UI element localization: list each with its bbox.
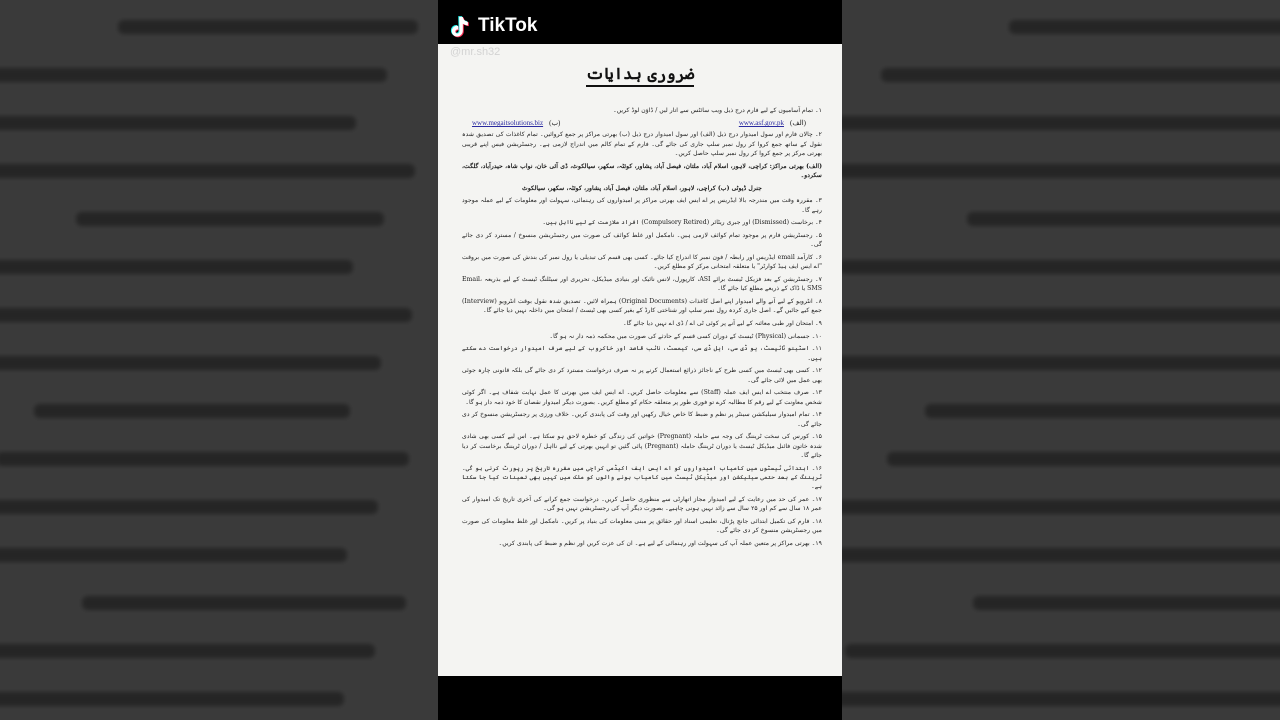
instruction-paragraph: ۲۔ چالان فارم اور سول امیدوار درج ذیل (الف) اور سول امیدوار درج ذیل (ب) بھرتی مراکز پر جمع کروائیں۔ تمام کاغذات کی تصدیق شدہ نقول کے ساتھ جمع کروا کر رول نمبر سلپ جاری کی جائے گی۔ فارم کے تمام کالم میں اندراج لازمی ہے۔ رجسٹریشن فیس اپنے قریبی بھرتی مرکز پر جمع کروا کر رول نمبر سلپ حاصل کریں۔ <box>462 131 822 158</box>
dim-overlay <box>842 0 1280 720</box>
instruction-paragraph: ۱۵۔ کورس کی سخت ٹریننگ کی وجہ سے حاملہ (Pregnant) خواتین کی زندگی کو خطرہ لاحق ہو سکتا ہے۔ اس لیے کسی بھی شادی شدہ خاتون فائنل میڈیکل ٹیسٹ یا دوران ٹریننگ حاملہ (Pregnant) پائی گئیں تو انہیں بھرتی کے لیے نااہل / دوران ٹریننگ برخاست کر دیا جائے گا۔ <box>462 433 822 459</box>
instruction-paragraph: ۱۹۔ بھرتی مراکز پر متعین عملہ آپ کی سہولت اور رہنمائی کے لیے ہے۔ ان کی عزت کریں اور نظم و ضبط کی پابندی کریں۔ <box>498 540 822 547</box>
instruction-paragraph: ۱۴۔ تمام امیدوار سیلیکشن سینٹر پر نظم و ضبط کا خاص خیال رکھیں اور وقت کی پابندی کریں۔ خلاف ورزی پر رجسٹریشن منسوخ کر دی جائے گی۔ <box>462 411 822 428</box>
document-title-text: ضروری ہدایات <box>586 64 695 87</box>
tiktok-logo-icon <box>450 14 472 38</box>
document-page <box>438 44 842 676</box>
instruction-paragraph: ۱۶۔ ابتدائی ٹیسٹوں میں کامیاب امیدواروں کو اے ایس ایف اکیڈمی کراچی میں مقررہ تاریخ پر رپورٹ کرنی ہو گی۔ ٹریننگ کے بعد حتمی سیلیکشن اور میڈیکل ٹیسٹ میں کامیاب ہونے والوں کو ملک میں کہیں بھی تعینات کیا جا سکتا ہے۔ <box>462 464 822 491</box>
blurred-background-left <box>0 0 438 720</box>
instruction-paragraph: ۱۳۔ صرف منتخب اے ایس ایف عملہ (Staff) سے معلومات حاصل کریں۔ اے ایس ایف میں بھرتی کا عمل نہایت شفاف ہے۔ اگر کوئی شخص معاونت کے لیے رقم کا مطالبہ کرے تو فوری طور پر متعلقہ حکام کو مطلع کریں۔ بصورت دیگر امیدوار نقصان کا خود ذمہ دار ہو گا۔ <box>462 389 822 406</box>
instruction-paragraph: ۷۔ رجسٹریشن کے بعد فزیکل ٹیسٹ برائے ASI، کارپورل، لانس نائیک اور بنیادی میڈیکل، تحریری اور سیٹلنگ ٹیسٹ کے لیے بذریعہ Email، SMS یا ڈاک کے ذریعے مطلع کیا جائے گا۔ <box>462 276 822 293</box>
instruction-paragraph: ۵۔ رجسٹریشن فارم پر موجود تمام کوائف لازمی ہیں۔ نامکمل اور غلط کوائف کی صورت میں رجسٹریشن منسوخ / مسترد کر دی جائے گی۔ <box>462 232 822 249</box>
instruction-paragraph: ۶۔ کارآمد email ایڈریس اور رابطہ / فون نمبر کا اندراج کیا جائے۔ کسی بھی قسم کی تبدیلی یا رول نمبر کی بندش کی صورت میں بروقت "اے ایس ایف ہیڈ کوارٹر" یا متعلقہ امتحانی مرکز کو مطلع کریں۔ <box>462 254 822 271</box>
instruction-paragraph: ۱۲۔ کسی بھی ٹیسٹ میں کسی طرح کے ناجائز ذرائع استعمال کرنے پر نہ صرف درخواست مسترد کر دی جائے گی بلکہ قانونی چارہ جوئی بھی عمل میں لائی جائے گی۔ <box>462 367 822 384</box>
instruction-paragraph: ۹۔ امتحان اور طبی معائنہ کے لیے آنے پر کوئی ٹی اے / ڈی اے نہیں دیا جائے گا۔ <box>623 320 822 327</box>
tiktok-wordmark: TikTok <box>478 15 538 36</box>
instruction-paragraph: ۱۰۔ جسمانی (Physical) ٹیسٹ کے دوران کسی قسم کے حادثے کی صورت میں محکمہ ذمہ دار نہ ہو گا۔ <box>549 332 822 340</box>
tiktok-watermark <box>450 14 537 38</box>
instruction-paragraph: ۴۔ برخاست (Dismissed) اور جبری ریٹائر (Compulsory Retired) افراد ملازمت کے لیے نااہل ہیں۔ <box>542 219 822 227</box>
instruction-paragraph: (الف) بھرتی مراکز: کراچی، لاہور، اسلام آباد، ملتان، فیصل آباد، پشاور، کوئٹہ، سکھر، سیالکوٹ، ڈی آئی خان، نواب شاہ، حیدرآباد، گلگت، سکردو۔ <box>462 162 822 180</box>
instruction-paragraph: ۱۸۔ فارم کی تکمیل ابتدائی جانچ پڑتال، تعلیمی اسناد اور حقائق پر مبنی معلومات کی بنیاد پر کریں۔ نامکمل اور غلط معلومات کی صورت میں رجسٹریشن منسوخ کر دی جائے گی۔ <box>462 518 822 535</box>
document-title <box>438 64 842 83</box>
website-link-b[interactable]: www.megaitsolutions.biz <box>472 119 544 128</box>
website-label-b: (ب) <box>549 119 561 128</box>
instruction-paragraph: ۸۔ انٹرویو کے لیے آنے والے امیدوار اپنے اصل کاغذات (Original Documents) ہمراہ لائیں۔ تصدیق شدہ نقول بوقت انٹرویو (Interview) جمع کیے جائیں گے۔ اصل جاری کردہ رول نمبر سلپ اور شناختی کارڈ کے بغیر کسی بھی ٹیسٹ / امتحان میں داخلہ نہیں دیا جائے گا۔ <box>462 298 822 315</box>
creator-handle: @mr.sh32 <box>450 46 501 58</box>
instruction-paragraph: ۱۷۔ عمر کی حد میں رعایت کے لیے امیدوار مجاز اتھارٹی سے منظوری حاصل کریں۔ درخواست جمع کرانے کی آخری تاریخ تک امیدوار کی عمر ۱۸ سال سے کم اور ۲۵ سال سے زائد نہیں ہونی چاہیے۔ بصورت دیگر آپ کی رجسٹریشن نہیں ہو گی۔ <box>462 496 822 513</box>
instruction-paragraph: جنرل ڈیوٹی (ب) کراچی، لاہور، اسلام آباد، ملتان، فیصل آباد، پشاور، کوئٹہ، سکھر، سیالکوٹ <box>522 184 762 192</box>
video-frame[interactable] <box>438 0 842 720</box>
website-links <box>472 119 812 127</box>
dim-overlay <box>0 0 438 720</box>
blurred-background-right <box>842 0 1280 720</box>
website-label-a: (الف) <box>789 119 806 128</box>
website-link-a[interactable]: www.asf.gov.pk <box>738 119 784 128</box>
instruction-paragraph: ۱۱۔ اسٹینو ٹائپسٹ، یو ڈی سی، ایل ڈی سی، کیمسٹ، نائب قاصد اور خاکروب کے لیے صرف امیدوار درخواست دے سکتے ہیں۔ <box>462 345 822 362</box>
document-body <box>462 106 822 668</box>
instruction-paragraph: ۱۔ تمام آسامیوں کے لیے فارم درج ذیل ویب سائٹس سے اتار لیں / ڈاؤن لوڈ کریں۔ <box>613 107 822 114</box>
instruction-paragraph: ۳۔ مقررہ وقت میں مندرجہ بالا ایڈریس پر اے ایس ایف بھرتی مراکز پر امیدواروں کی رہنمائی، سہولت اور معلومات کے لیے عملہ موجود رہے گا۔ <box>462 197 822 214</box>
